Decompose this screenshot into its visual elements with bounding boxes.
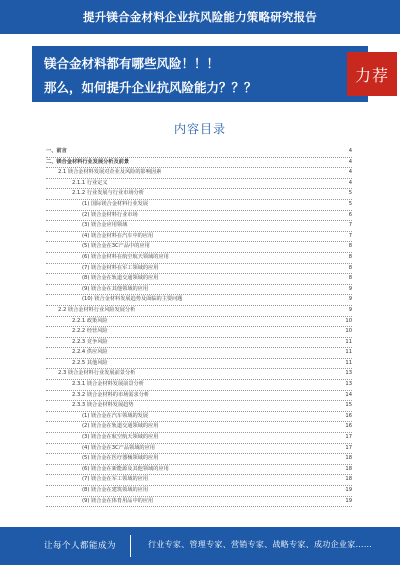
toc-entry[interactable]	[46, 359, 352, 370]
toc-entry[interactable]	[46, 465, 352, 476]
toc-entry-page: 19	[343, 497, 352, 507]
toc-entry-text: (3) 镁合金在航空航天领域的应用	[82, 433, 160, 443]
footer-divider	[130, 535, 131, 557]
toc-entry[interactable]	[46, 401, 352, 412]
toc-entry[interactable]	[46, 158, 352, 169]
toc-entry-text: (6) 镁合金材料在航空航天领域的应用	[82, 253, 171, 263]
toc-entry[interactable]	[46, 306, 352, 317]
toc-entry[interactable]	[46, 422, 352, 433]
header-bar	[0, 0, 400, 34]
toc-entry-page: 9	[347, 306, 352, 316]
toc-entry[interactable]	[46, 369, 352, 380]
footer-roles: 行业专家、管理专家、营销专家、战略专家、成功企业家……	[148, 540, 373, 549]
toc-entry-text: (10) 镁合金材料发展趋势及面临的主要问题	[82, 295, 185, 305]
toc-entry-text: 2.2.5 其他风险	[72, 359, 110, 369]
toc-entry[interactable]	[46, 221, 352, 232]
footer-bar	[0, 527, 400, 565]
toc-entry[interactable]	[46, 475, 352, 486]
toc-entry[interactable]	[46, 200, 352, 211]
toc-entry-text: (2) 镁合金在轨道交通领域的应用	[82, 422, 160, 432]
toc-entry[interactable]	[46, 253, 352, 264]
banner-subheadline: 那么，如何提升企业抗风险能力？？？	[44, 80, 257, 95]
toc-entry-page: 14	[343, 391, 352, 401]
toc-entry-text: (9) 镁合金在其他领域的应用	[82, 285, 150, 295]
toc-entry[interactable]	[46, 497, 352, 508]
footer-slogan: 让每个人都能成为	[44, 541, 117, 551]
toc-entry-text: 2.2 镁合金材料行业风险发展分析	[58, 306, 137, 316]
toc-entry-text: (5) 镁合金在3C产品中的应用	[82, 242, 152, 252]
toc-entry-text: 2.2.4 供应风险	[72, 348, 110, 358]
toc-entry-page: 5	[347, 200, 352, 210]
recommend-badge	[347, 52, 397, 96]
toc-entry-text: 2.2.3 竞争风险	[72, 338, 110, 348]
toc-entry[interactable]	[46, 168, 352, 179]
toc-entry-page: 7	[347, 221, 352, 231]
toc-entry-page: 8	[347, 242, 352, 252]
toc-entry-page: 9	[347, 285, 352, 295]
toc-entry-page: 17	[343, 444, 352, 454]
toc-entry[interactable]	[46, 264, 352, 275]
toc-entry-page: 11	[343, 359, 352, 369]
toc-entry-text: (4) 镁合金在3C产品领域的应用	[82, 444, 157, 454]
toc-entry[interactable]	[46, 242, 352, 253]
toc-entry-text: (1) 国际镁合金材料行业发展	[82, 200, 150, 210]
toc-entry-page: 18	[343, 465, 352, 475]
toc-entry-text: 2.2.2 经营风险	[72, 327, 110, 337]
toc-entry[interactable]	[46, 444, 352, 455]
toc-entry[interactable]	[46, 433, 352, 444]
toc-entry[interactable]	[46, 274, 352, 285]
toc-entry-page: 8	[347, 274, 352, 284]
toc-entry-text: 2.3.1 镁合金材料发展前景分析	[72, 380, 146, 390]
table-of-contents	[46, 147, 352, 507]
toc-entry-page: 18	[343, 454, 352, 464]
toc-entry[interactable]	[46, 317, 352, 328]
toc-entry-page: 18	[343, 475, 352, 485]
toc-entry[interactable]	[46, 348, 352, 359]
toc-entry-text: 2.1.2 行业发展与行业市场分析	[72, 189, 146, 199]
toc-entry-text: (5) 镁合金在医疗器械领域的应用	[82, 454, 160, 464]
toc-entry[interactable]	[46, 211, 352, 222]
toc-entry-page: 10	[343, 317, 352, 327]
toc-entry-text: (8) 镁合金在轨道交通领域的应用	[82, 274, 160, 284]
report-title: 提升镁合金材料企业抗风险能力策略研究报告	[83, 10, 317, 24]
toc-entry-page: 13	[343, 369, 352, 379]
toc-entry-page: 19	[343, 486, 352, 496]
toc-entry-text: (4) 镁合金材料在汽车中的应用	[82, 232, 155, 242]
toc-entry-page: 11	[343, 348, 352, 358]
toc-entry[interactable]	[46, 486, 352, 497]
toc-entry-page: 4	[347, 168, 352, 178]
toc-entry-text: 2.3.2 镁合金材料的市场需求分析	[72, 391, 151, 401]
banner-headline: 镁合金材料都有哪些风险！！！	[44, 56, 220, 71]
toc-entry[interactable]	[46, 232, 352, 243]
toc-entry-page: 11	[343, 338, 352, 348]
toc-entry-page: 9	[347, 295, 352, 305]
toc-entry-page: 13	[343, 380, 352, 390]
toc-entry-text: (7) 镁合金材料在军工领域的应用	[82, 264, 160, 274]
toc-entry-text: 2.3.3 镁合金材料发展趋势	[72, 401, 136, 411]
toc-entry-text: (2) 镁合金材料行业市场	[82, 211, 140, 221]
toc-entry-text: (1) 镁合金在汽车领域的发展	[82, 412, 150, 422]
toc-entry-text: (7) 镁合金在军工领域的应用	[82, 475, 150, 485]
toc-entry[interactable]	[46, 454, 352, 465]
toc-entry-text: (6) 镁合金在新能源及其他领域的应用	[82, 465, 171, 475]
toc-title: 内容目录	[173, 122, 226, 136]
toc-entry-text: 2.1.1 行业定义	[72, 179, 110, 189]
toc-entry-page: 15	[343, 401, 352, 411]
toc-entry[interactable]	[46, 189, 352, 200]
toc-entry-page: 8	[347, 264, 352, 274]
toc-entry-text: 2.3 镁合金材料行业发展前景分析	[58, 369, 137, 379]
toc-entry-page: 5	[347, 189, 352, 199]
toc-entry[interactable]	[46, 391, 352, 402]
toc-entry-page: 16	[343, 422, 352, 432]
toc-entry-page: 16	[343, 412, 352, 422]
toc-entry-page: 6	[347, 211, 352, 221]
toc-entry-text: 二、镁合金材料行业发展分析及前景	[46, 158, 131, 168]
toc-entry[interactable]	[46, 338, 352, 349]
badge-label: 力荐	[354, 65, 389, 85]
toc-entry-page: 7	[347, 232, 352, 242]
toc-entry-page: 10	[343, 327, 352, 337]
toc-entry-text: (3) 镁合金应用领域	[82, 221, 129, 231]
toc-entry-page: 4	[347, 179, 352, 189]
toc-entry[interactable]	[46, 147, 352, 158]
toc-entry[interactable]	[46, 179, 352, 190]
toc-entry[interactable]	[46, 327, 352, 338]
toc-entry[interactable]	[46, 295, 352, 306]
toc-entry-text: 2.1 镁合金材料发展对企业及风险的影响因素	[58, 168, 163, 178]
promo-banner	[32, 46, 368, 102]
toc-entry-text: (8) 镁合金在建筑领域的应用	[82, 486, 150, 496]
toc-entry-page: 4	[347, 147, 352, 157]
toc-entry[interactable]	[46, 412, 352, 423]
toc-entry-page: 8	[347, 253, 352, 263]
toc-entry-text: (9) 镁合金在体育用品中的应用	[82, 497, 155, 507]
toc-entry[interactable]	[46, 285, 352, 296]
toc-entry[interactable]	[46, 380, 352, 391]
toc-entry-page: 17	[343, 433, 352, 443]
toc-entry-text: 2.2.1 政策风险	[72, 317, 110, 327]
toc-entry-page: 4	[347, 158, 352, 168]
toc-entry-text: 一、前言	[46, 147, 69, 157]
